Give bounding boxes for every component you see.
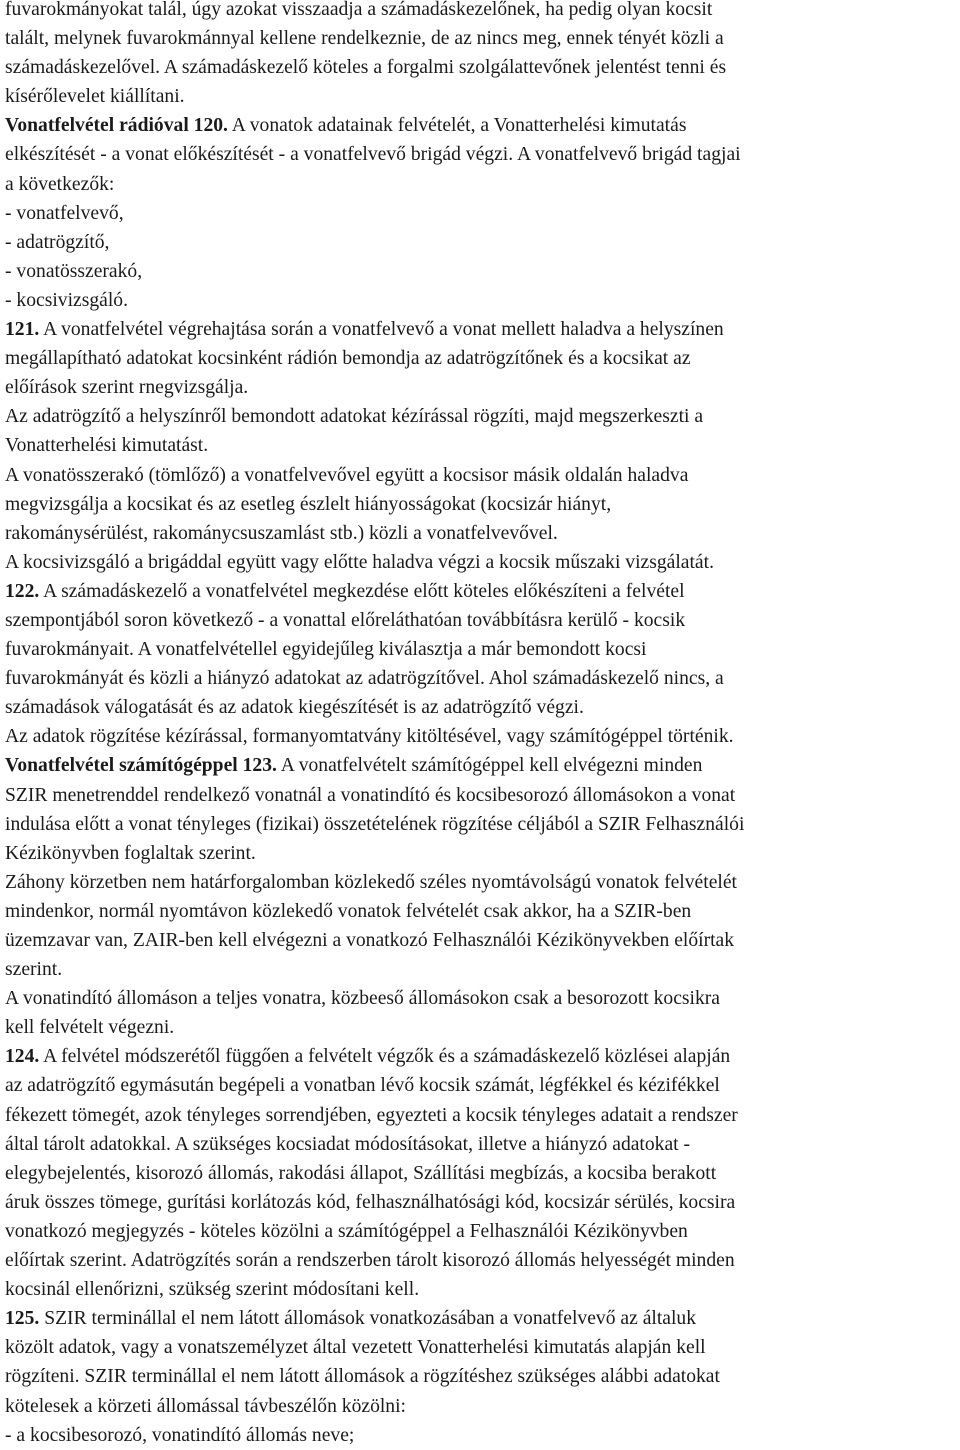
section-heading: Vonatfelvétel számítógéppel 123. (5, 755, 277, 777)
text-line: szerint. (5, 959, 63, 981)
text-line: Vonatterhelési kimutatást. (5, 435, 209, 457)
text-run: A számadáskezelő a vonatfelvétel megkezdése előtt köteles előkészíteni a felvétel (39, 580, 685, 602)
text-run: A vonatfelvételt számítógéppel kell elvégezni minden (276, 755, 703, 777)
text-line: mindenkor, normál nyomtávon közlekedő vonatok felvételét csak akkor, ha a SZIR-ben (5, 900, 692, 922)
text-line: kocsinál ellenőrizni, szükség szerint módosítani kell. (5, 1279, 420, 1301)
list-item: - kocsivizsgáló. (5, 289, 128, 311)
text-line: Kézikönyvben foglaltak szerint. (5, 842, 256, 864)
section-heading: Vonatfelvétel rádióval 120. (5, 115, 228, 137)
text-line: áruk összes tömege, gurítási korlátozás kód, felhasználhatósági kód, kocsizár sérülés, kocsira (5, 1191, 736, 1213)
text-line: a következők: (5, 173, 115, 195)
text-run: A felvétel módszerétől függően a felvételt végzők és a számadáskezelő közlései alapján (39, 1046, 731, 1068)
text-line: Záhony körzetben nem határforgalomban közlekedő széles nyomtávolságú vonatok felvételét (5, 871, 737, 893)
text-run: A vonatfelvétel végrehajtása során a vonatfelvevő a vonat mellett haladva a helyszínen (39, 319, 724, 341)
text-line (5, 315, 951, 344)
text-line: elkészítését - a vonat előkészítését - a vonatfelvevő brigád végzi. A vonatfelvevő brigád tagjai (5, 144, 741, 166)
text-line: megvizsgálja a kocsikat és az esetleg észlelt hiányosságokat (kocsizár hiányt, (5, 493, 612, 515)
text-line (5, 111, 951, 140)
text-line (5, 577, 951, 606)
text-line: kell felvételt végezni. (5, 1017, 175, 1039)
text-line (5, 1042, 951, 1071)
paragraph-number: 122. (5, 580, 40, 602)
text-line: az adatrögzítő egymásután begépeli a vonatban lévő kocsik számát, légfékkel és kézifékkel (5, 1075, 720, 1097)
text-line: Az adatrögzítő a helyszínről bemondott adatokat kézírással rögzíti, majd megszerkeszti a (5, 406, 704, 428)
text-line: indulása előtt a vonat tényleges (fizikai) összetételének rögzítése céljából a SZIR Felhasználói (5, 813, 745, 835)
text-line: talált, melynek fuvarokmánnyal kellene rendelkeznie, de az nincs meg, ennek tényét közli a (5, 28, 724, 50)
text-line (5, 751, 951, 780)
text-line: fuvarokmányát és közli a hiányzó adatokat az adatrögzítővel. Ahol számadáskezelő nincs, a (5, 668, 724, 690)
list-item: - vonatfelvevő, (5, 202, 124, 224)
text-line: vonatkozó megjegyzés - köteles közölni a számítógéppel a Felhasználói Kézikönyvben (5, 1220, 688, 1242)
text-line: A vonatindító állomáson a teljes vonatra, közbeeső állomásokon csak a besorozott kocsikra (5, 988, 720, 1010)
text-line: közölt adatok, vagy a vonatszemélyzet által vezetett Vonatterhelési kimutatás alapján kell (5, 1337, 706, 1359)
text-line: elegybejelentés, kisorozó állomás, rakodási állapot, Szállítási megbízás, a kocsiba berakott (5, 1162, 717, 1184)
text-line: számadások válogatását és az adatok kiegészítését is az adatrögzítő végzi. (5, 697, 584, 719)
text-line: fuvarokmányokat talál, úgy azokat visszaadja a számadáskezelőnek, ha pedig olyan kocsit (5, 0, 713, 20)
text-line: Az adatok rögzítése kézírással, formanyomtatvány kitöltésével, vagy számítógéppel történik. (5, 726, 734, 748)
text-line: fékezett tömegét, azok tényleges sorrendjében, egyezteti a kocsik tényleges adatait a rendszer (5, 1104, 738, 1126)
text-line: szempontjából soron következő - a vonattal előreláthatóan továbbításra kerülő - kocsik (5, 609, 686, 631)
text-line: A kocsivizsgáló a brigáddal együtt vagy előtte haladva végzi a kocsik műszaki vizsgálatát. (5, 551, 714, 573)
text-line: kötelesek a körzeti állomással távbeszélőn közölni: (5, 1395, 406, 1417)
text-line: számadáskezelővel. A számadáskezelő köteles a forgalmi szolgálattevőnek jelentést tenni és (5, 57, 727, 79)
text-line: előírtak szerint. Adatrögzítés során a rendszerben tárolt kisorozó állomás helyességét minden (5, 1250, 735, 1272)
text-line: előírások szerint rnegvizsgálja. (5, 377, 249, 399)
list-item: - a kocsibesorozó, vonatindító állomás neve; (5, 1424, 355, 1446)
text-line: rakománysérülést, rakománycsuszamlást stb.) közli a vonatfelvevővel. (5, 522, 558, 544)
text-line: rögzíteni. SZIR terminállal el nem látott állomások a rögzítéshez szükséges alábbi adatokat (5, 1366, 720, 1388)
paragraph-number: 125. (5, 1308, 40, 1330)
text-line: által tárolt adatokkal. A szükséges kocsiadat módosításokat, illetve a hiányzó adatokat - (5, 1133, 691, 1155)
paragraph-number: 124. (5, 1046, 40, 1068)
paragraph-number: 121. (5, 319, 40, 341)
text-run: SZIR terminállal el nem látott állomások vonatkozásában a vonatfelvevő az általuk (39, 1308, 697, 1330)
text-run: A vonatok adatainak felvételét, a Vonatterhelési kimutatás (227, 115, 687, 137)
text-line: üzemzavar van, ZAIR-ben kell elvégezni a vonatkozó Felhasználói Kézikönyvekben előírtak (5, 930, 735, 951)
text-line: A vonatösszerakó (tömlőző) a vonatfelvevővel együtt a kocsisor másik oldalán haladva (5, 464, 689, 486)
text-line (5, 1304, 951, 1333)
text-line: megállapítható adatokat kocsinként rádión bemondja az adatrögzítőnek és a kocsikat az (5, 348, 691, 370)
text-line: kísérőlevelet kiállítani. (5, 86, 185, 108)
list-item: - vonatösszerakó, (5, 260, 143, 282)
text-line: SZIR menetrenddel rendelkező vonatnál a vonatindító és kocsibesorozó állomásokon a vonat (5, 784, 736, 806)
list-item: - adatrögzítő, (5, 231, 110, 253)
text-line: fuvarokmányait. A vonatfelvétellel egyidejűleg kiválasztja a már bemondott kocsi (5, 639, 647, 661)
